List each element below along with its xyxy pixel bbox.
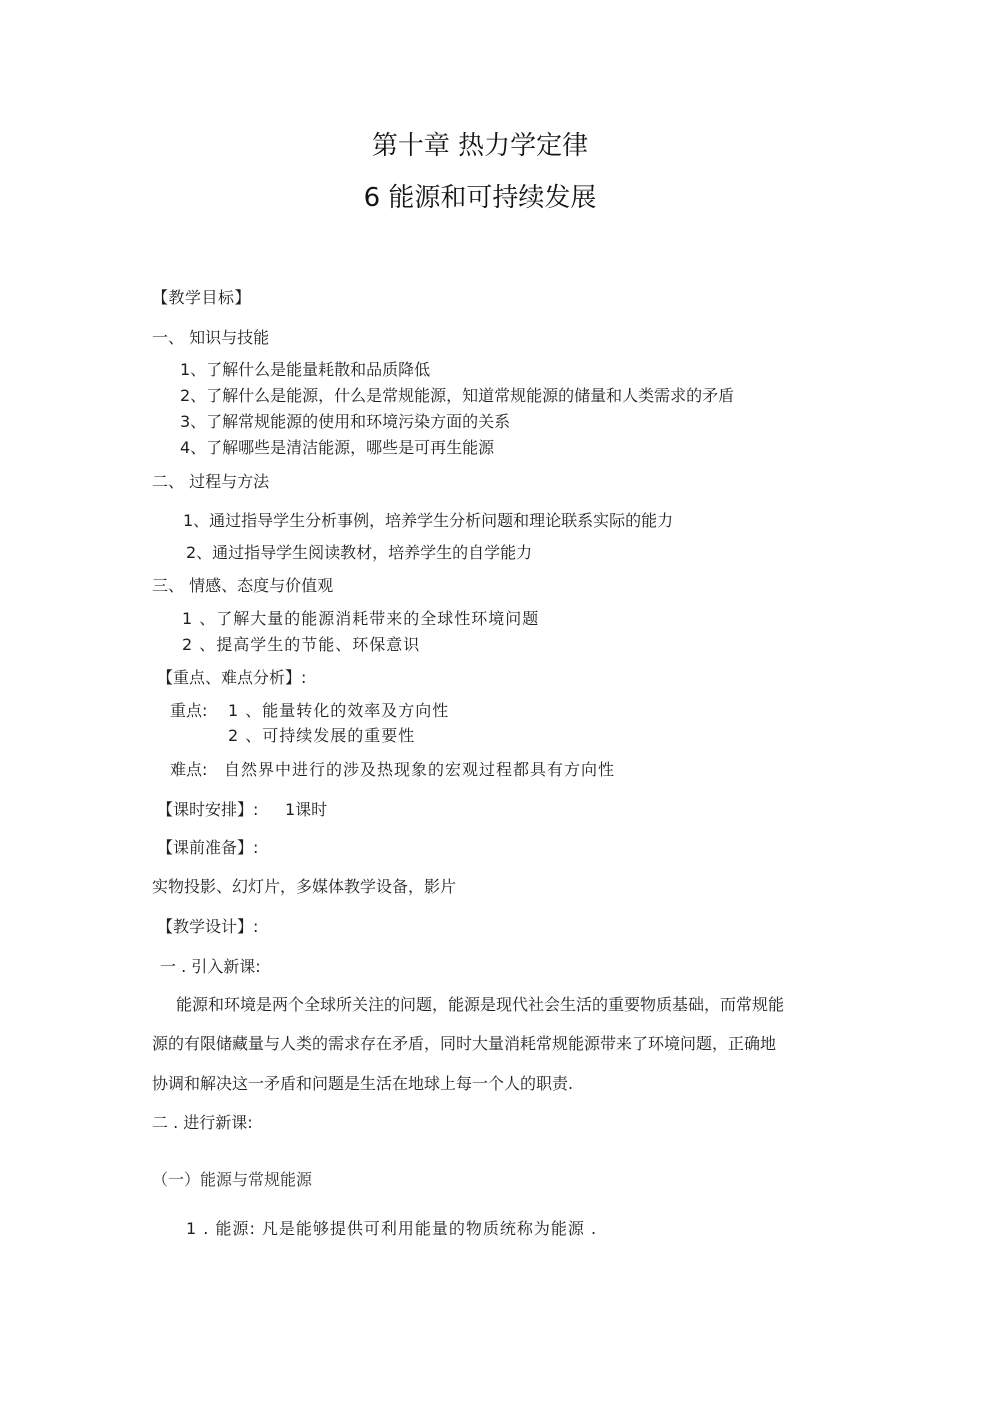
knowledge-item-2: 2、了解什么是能源，什么是常规能源，知道常规能源的储量和人类需求的矛盾 xyxy=(180,386,735,405)
schedule-heading: 【课时安排】: xyxy=(157,800,259,819)
emotion-item-2: 2 、提高学生的节能、环保意识 xyxy=(182,635,421,654)
knowledge-item-1: 1、了解什么是能量耗散和品质降低 xyxy=(180,360,431,379)
teaching-goals-heading: 【教学目标】 xyxy=(152,288,252,307)
chapter-title: 第十章 热力学定律 xyxy=(371,131,589,161)
knowledge-item-4: 4、了解哪些是清洁能源，哪些是可再生能源 xyxy=(180,438,495,457)
preparation-text: 实物投影、幻灯片，多媒体教学设备，影片 xyxy=(152,877,457,896)
emotion-item-1: 1 、了解大量的能源消耗带来的全球性环境问题 xyxy=(182,609,540,628)
process-methods-heading: 二、 过程与方法 xyxy=(152,472,270,491)
knowledge-skills-heading: 一、 知识与技能 xyxy=(152,328,270,347)
section-title: 6 能源和可持续发展 xyxy=(363,183,597,213)
emotion-values-heading: 三、 情感、态度与价值观 xyxy=(152,576,334,595)
key-label: 重点: xyxy=(170,701,208,720)
energy-definition: 1 . 能源: 凡是能够提供可利用能量的物质统称为能源 . xyxy=(186,1219,598,1238)
key-item-1: 1 、能量转化的效率及方向性 xyxy=(228,701,450,720)
difficult-label: 难点: xyxy=(170,760,208,779)
intro-paragraph-line-2: 源的有限储藏量与人类的需求存在矛盾，同时大量消耗常规能源带来了环境问题，正确地 xyxy=(152,1034,777,1053)
preparation-heading: 【课前准备】: xyxy=(157,838,259,857)
process-item-2: 2、通过指导学生阅读教材，培养学生的自学能力 xyxy=(186,543,533,562)
design-heading: 【教学设计】: xyxy=(157,917,259,936)
process-item-1: 1、通过指导学生分析事例，培养学生分析问题和理论联系实际的能力 xyxy=(183,511,674,530)
intro-heading: 一 . 引入新课: xyxy=(160,957,261,976)
key-points-heading: 【重点、难点分析】: xyxy=(157,668,307,687)
new-lesson-heading: 二 . 进行新课: xyxy=(152,1113,253,1132)
intro-paragraph-line-1: 能源和环境是两个全球所关注的问题，能源是现代社会生活的重要物质基础，而常规能 xyxy=(176,995,785,1014)
subsection-energy-heading: （一）能源与常规能源 xyxy=(152,1170,313,1189)
difficult-text: 自然界中进行的涉及热现象的宏观过程都具有方向性 xyxy=(224,760,616,779)
intro-paragraph-line-3: 协调和解决这一矛盾和问题是生活在地球上每一个人的职责. xyxy=(152,1074,574,1093)
key-item-2: 2 、可持续发展的重要性 xyxy=(228,726,416,745)
knowledge-item-3: 3、了解常规能源的使用和环境污染方面的关系 xyxy=(180,412,511,431)
schedule-value: 1课时 xyxy=(285,800,328,819)
